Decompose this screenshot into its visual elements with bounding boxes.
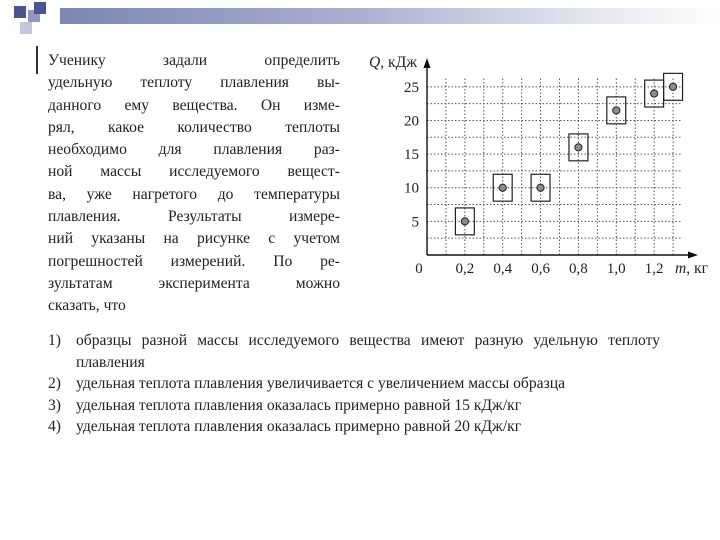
answer-option-1[interactable] (48, 330, 660, 373)
answer-option-3[interactable] (48, 395, 660, 417)
problem-line: удельную теплоту плавления вы- (48, 74, 340, 92)
answer-text: удельная теплота плавления оказалась примерно равной 20 кДж/кг (76, 418, 522, 435)
problem-line: сказать, что (48, 297, 126, 315)
problem-line: ва, уже нагретого до температуры (48, 185, 340, 203)
x-tick-label: 0,8 (569, 261, 588, 277)
x-tick-label: 0,4 (493, 261, 513, 277)
answer-text: удельная теплота плавления увеличивается с увеличением массы образца (76, 375, 566, 392)
data-point (461, 218, 468, 225)
y-tick-label: 20 (404, 113, 419, 130)
answer-text: удельная теплота плавления оказалась примерно равной 15 кДж/кг (76, 396, 522, 414)
x-axis-arrow-icon (688, 252, 698, 259)
x-tick-label: 0,6 (531, 261, 550, 277)
corner-square-4 (34, 2, 46, 14)
data-point (669, 83, 676, 90)
problem-line: рял, какое количество теплоты (48, 118, 340, 136)
problem-line: погрешностей измерений. По ре- (48, 252, 340, 270)
problem-line: необходимо для плавления раз- (48, 141, 340, 159)
origin-label: 0 (415, 261, 423, 277)
problem-line: плавления. Результаты измере- (48, 208, 340, 226)
chart-axes (369, 54, 708, 277)
chart-ticks (404, 80, 664, 277)
corner-square-1 (14, 6, 26, 18)
data-point (651, 90, 658, 97)
problem-line: зультатам эксперимента можно (48, 274, 340, 292)
y-axis-label (369, 54, 417, 71)
data-point (537, 184, 544, 191)
y-tick-label: 15 (404, 147, 419, 164)
answer-number: 1) (48, 332, 61, 349)
header-decoration-band (60, 8, 720, 24)
answer-text: образцы разной массы исследуемого вещества имеют разную удельную теплоту плавления (76, 332, 660, 371)
x-axis-unit: , кг (686, 260, 709, 277)
x-axis-label (675, 260, 708, 277)
x-tick-label: 0,2 (455, 261, 475, 277)
problem-line: ний указаны на рисунке с учетом (48, 230, 340, 248)
data-point (613, 107, 620, 114)
problem-line: ной массы исследуемого вещест- (48, 163, 340, 181)
problem-line: данного ему вещества. Он изме- (48, 96, 340, 114)
y-tick-label: 10 (404, 180, 419, 197)
y-axis-unit: , кДж (380, 54, 417, 71)
x-axis-var: m (674, 260, 687, 277)
answer-number: 4) (48, 418, 61, 435)
x-tick-label: 1,2 (644, 261, 664, 277)
y-tick-label: 25 (404, 79, 419, 96)
data-point (575, 144, 582, 151)
data-point (499, 184, 506, 191)
answer-option-4[interactable] (48, 416, 660, 438)
y-tick-label: 5 (411, 214, 419, 231)
problem-line: Ученику задали определить (48, 52, 340, 69)
answer-number: 2) (48, 375, 61, 392)
y-axis-arrow-icon (424, 58, 431, 68)
margin-bar (36, 46, 38, 74)
answer-options (48, 330, 660, 438)
corner-square-3 (20, 22, 32, 34)
x-tick-label: 1,0 (606, 261, 626, 277)
answer-number: 3) (48, 396, 61, 414)
y-axis-var: Q (368, 54, 381, 71)
answer-option-2[interactable] (48, 373, 660, 395)
problem-statement (48, 50, 340, 318)
chart (368, 50, 710, 330)
